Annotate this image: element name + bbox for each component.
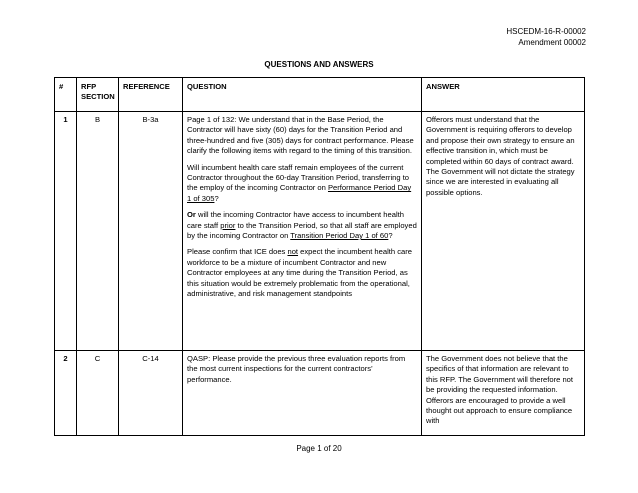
question-text: expect the incumbent health care workforce to be a mixture of incumbent Contractor and new Contractor employees at any time during the Transition Period, as this situation would be extremely problematic from the operational, administrative, and risk management standpoints: [187, 247, 413, 299]
col-header-number: #: [55, 78, 77, 112]
underlined-text: prior: [220, 220, 236, 230]
page-title: QUESTIONS AND ANSWERS: [264, 60, 374, 69]
question-text: ?: [214, 193, 219, 203]
table-row: [55, 112, 585, 351]
row-number: 2: [55, 351, 77, 436]
col-header-reference: REFERENCE: [119, 78, 183, 112]
question-paragraph: [187, 163, 417, 205]
underlined-text: Transition Period Day 1 of 60: [290, 231, 389, 241]
document-header: [506, 26, 586, 48]
col-header-rfp-line1: RFP: [81, 82, 97, 91]
col-header-answer: ANSWER: [422, 78, 585, 112]
question-text: to the Transition Period, so that all staff are employed by the incoming Contractor on: [187, 220, 417, 241]
question-text: QASP: Please provide the previous three evaluation reports from the most current inspections for the current contractors’ performance.: [187, 354, 406, 384]
col-header-rfp-section: [77, 78, 119, 112]
row-rfp-section: C: [77, 351, 119, 436]
row-reference: C-14: [119, 351, 183, 436]
row-number: 1: [55, 112, 77, 351]
question-paragraph: Page 1 of 132: We understand that in the Base Period, the Contractor will have sixty (60) days for the Transition Period and three-hundred and five (305) days for contract performance. Please clarify the following items with regard to the timing of this transition.: [187, 115, 414, 156]
col-header-rfp-line2: SECTION: [81, 92, 115, 102]
question-text: will the incoming Contractor have access to incumbent health care staff: [187, 210, 404, 230]
table-row: [55, 351, 585, 436]
bold-text: Or: [187, 210, 196, 220]
question-paragraph: [187, 247, 417, 299]
question-text: Will incumbent health care staff remain employees of the current Contractor throughout the 60-day Transition Period, transferring to the employ of the incoming Contractor on: [187, 162, 410, 193]
underlined-text: Performance Period Day 1 of 305: [187, 183, 412, 203]
answer-text: The Government does not believe that the specifics of that information are relevant to this RFP. The Government will therefore not be providing the requested information. Offerors are encouraged to provide a well thought out approach to ensure compliance with: [426, 354, 574, 426]
table-header-row: [55, 78, 585, 112]
row-rfp-section: B: [77, 112, 119, 351]
amendment-label: Amendment 00002: [518, 38, 586, 47]
question-text: ?: [388, 231, 393, 241]
question-paragraph: [187, 210, 417, 241]
question-text: Please confirm that ICE does: [187, 247, 288, 257]
row-answer: Offerors must understand that the Government is requiring offerors to develop and propose their own strategy to ensure an effective transition in, which must be completed within 60 days of contract award. The Government will not dictate the strategy since we are interested in evaluating all possible options.: [422, 112, 585, 351]
row-question: [183, 112, 422, 351]
row-question: [183, 351, 422, 436]
qa-table: [54, 77, 585, 436]
row-reference: B-3a: [119, 112, 183, 351]
col-header-question: QUESTION: [183, 78, 422, 112]
page-footer: Page 1 of 20: [296, 444, 342, 453]
row-answer: [422, 351, 585, 436]
document-id: HSCEDM-16-R-00002: [506, 27, 586, 36]
underlined-text: not: [287, 247, 299, 257]
